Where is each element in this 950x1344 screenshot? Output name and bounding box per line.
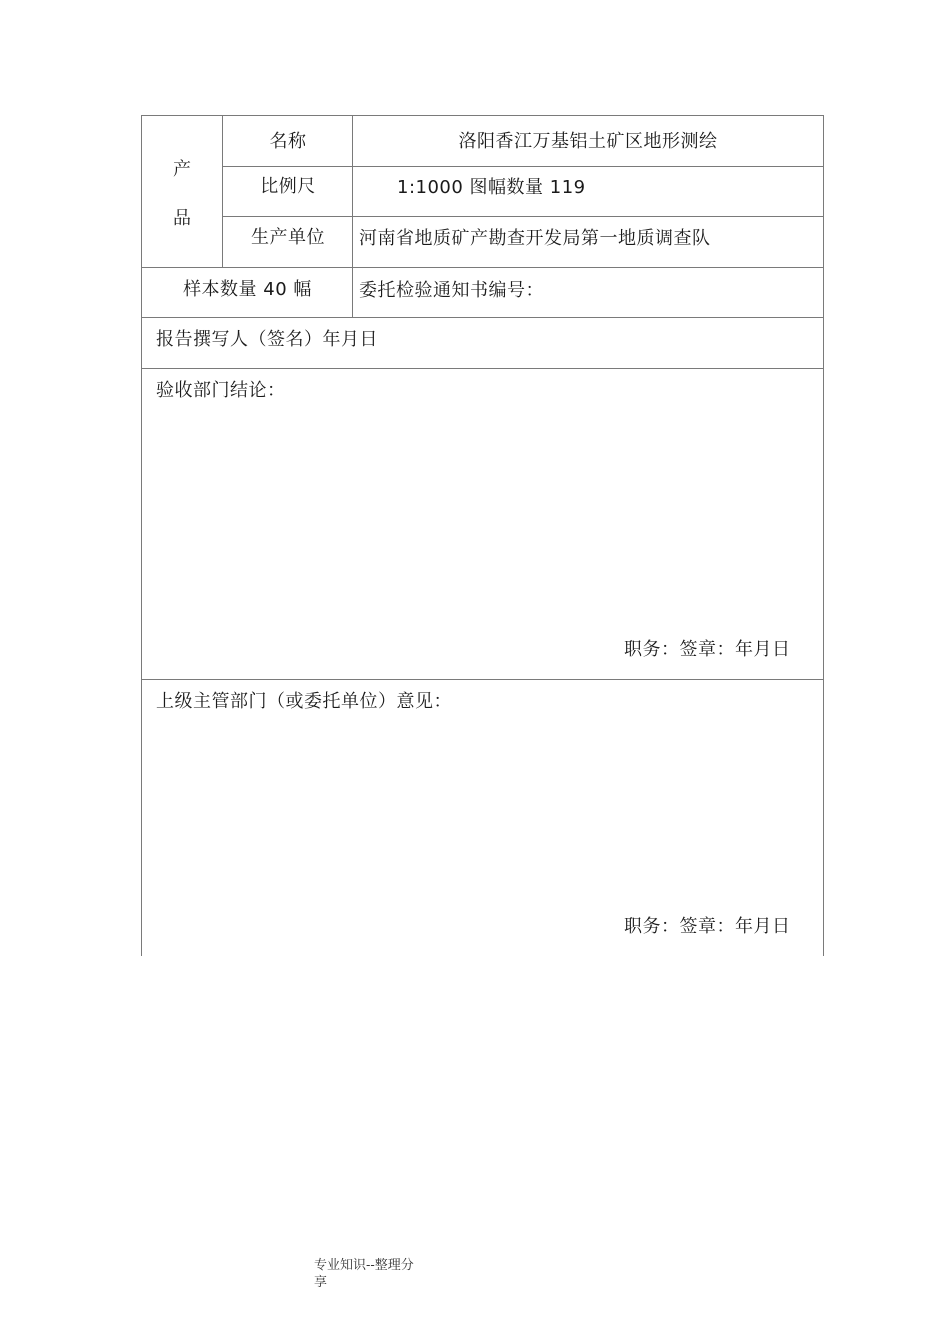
table-left-border <box>141 115 142 956</box>
row-divider-product-end <box>141 267 824 268</box>
sample-count: 样本数量 40 幅 <box>183 279 312 300</box>
product-label-char-2: 品 <box>173 208 192 229</box>
report-writer-line: 报告撰写人（签名）年月日 <box>156 329 378 350</box>
name-value: 洛阳香江万基铝土矿区地形测绘 <box>458 131 718 152</box>
scale-label: 比例尺 <box>260 176 316 197</box>
notice-number-label: 委托检验通知书编号： <box>359 280 544 301</box>
scale-value: 1:1000 图幅数量 119 <box>397 177 586 198</box>
page-footer: 专业知识--整理分享 <box>314 1258 414 1290</box>
row-divider-name <box>222 166 824 167</box>
table-right-border <box>823 115 824 956</box>
producer-label: 生产单位 <box>251 227 325 248</box>
table-top-border <box>141 115 824 116</box>
acceptance-heading: 验收部门结论： <box>156 380 286 401</box>
row-divider-sample-end <box>141 317 824 318</box>
row-divider-acceptance-end <box>141 679 824 680</box>
acceptance-signature: 职务：签章：年月日 <box>624 639 791 660</box>
producer-value: 河南省地质矿产勘查开发局第一地质调查队 <box>359 228 711 249</box>
row-divider-report-end <box>141 368 824 369</box>
superior-heading: 上级主管部门（或委托单位）意见： <box>156 691 452 712</box>
superior-signature: 职务：签章：年月日 <box>624 916 791 937</box>
name-label: 名称 <box>269 131 307 152</box>
row-divider-scale <box>222 216 824 217</box>
product-label-char-1: 产 <box>173 159 192 180</box>
